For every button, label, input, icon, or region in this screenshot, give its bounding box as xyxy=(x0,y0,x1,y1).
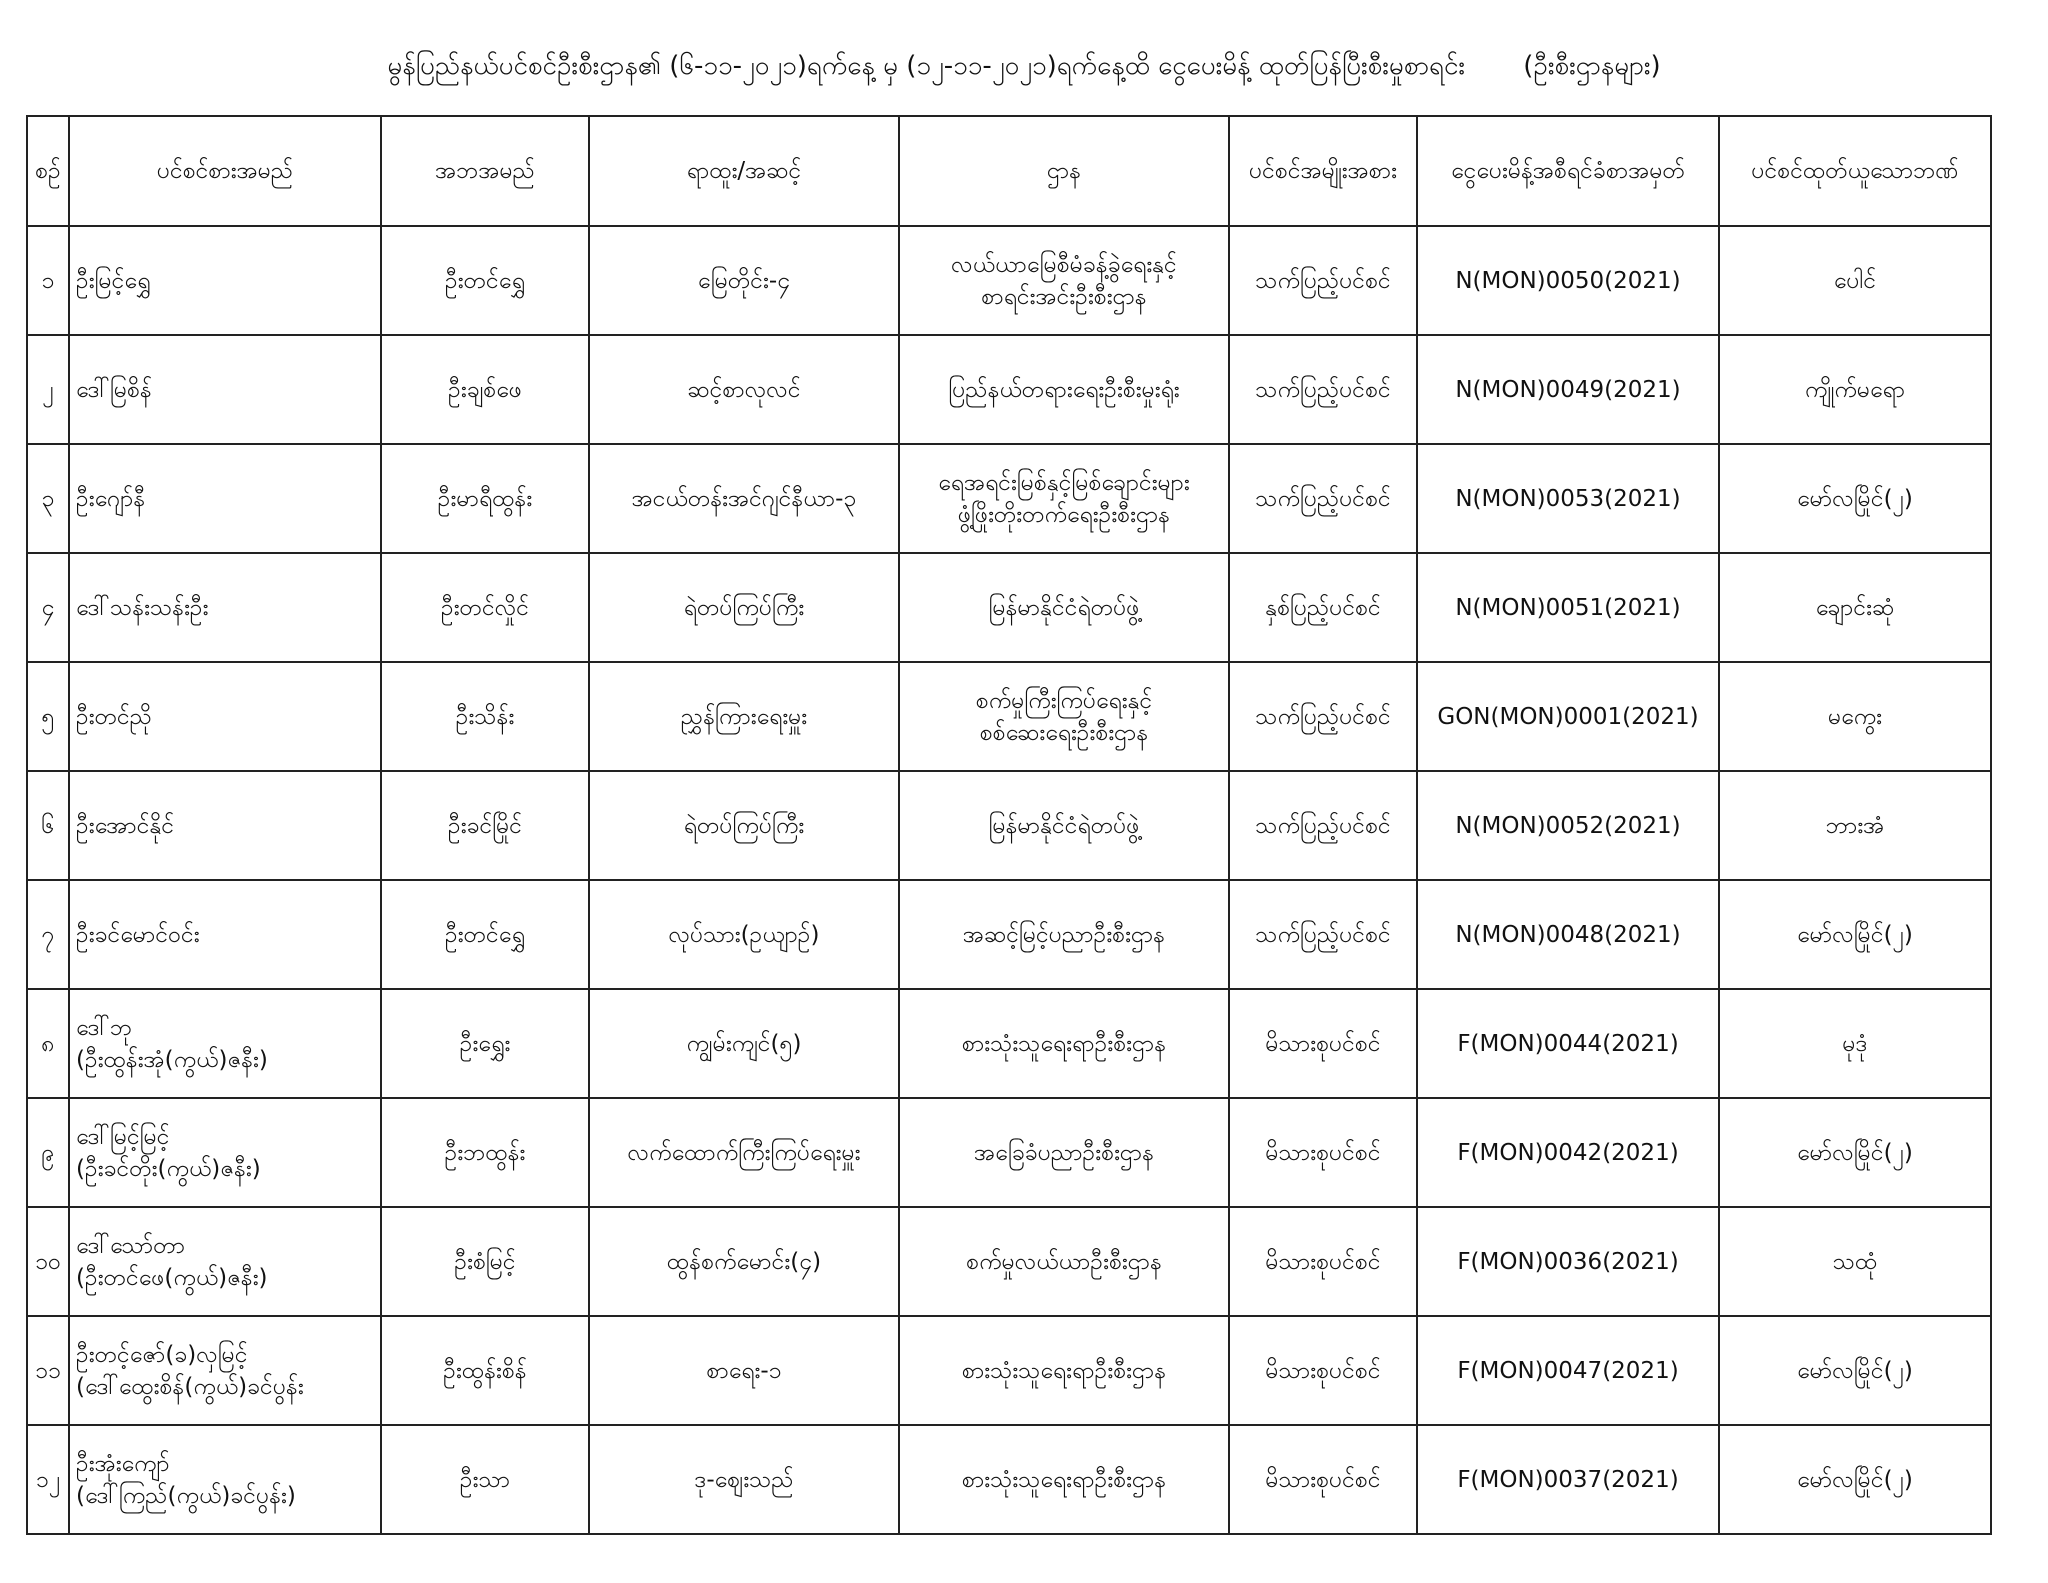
cell-bank: မုဒုံ xyxy=(1719,989,1991,1098)
table-row xyxy=(27,989,1991,1098)
cell-no: ၉ xyxy=(27,1098,69,1207)
cell-department-line: ဖွံ့ဖြိုးတိုးတက်ရေးဦးစီးဌာန xyxy=(957,501,1171,528)
cell-name-line: ဦးဂျော်နီ xyxy=(76,485,146,512)
cell-rank: အငယ်တန်းအင်ဂျင်နီယာ-၃ xyxy=(589,444,899,553)
table-row xyxy=(27,1316,1991,1425)
cell-department-line: စားသုံးသူရေးရာဦးစီးဌာန xyxy=(961,1466,1167,1493)
cell-order-no: GON(MON)0001(2021) xyxy=(1417,662,1719,771)
cell-rank: ညွှန်ကြားရေးမှူး xyxy=(589,662,899,771)
cell-department xyxy=(899,771,1229,880)
page-title xyxy=(0,46,2048,86)
cell-order-no: N(MON)0052(2021) xyxy=(1417,771,1719,880)
cell-pension-type: နှစ်ပြည့်ပင်စင် xyxy=(1229,553,1417,662)
table-row xyxy=(27,1098,1991,1207)
cell-rank: ထွန်စက်မောင်း(၄) xyxy=(589,1207,899,1316)
cell-order-no: F(MON)0044(2021) xyxy=(1417,989,1719,1098)
pension-table xyxy=(26,115,1992,1535)
cell-department-line: စားသုံးသူရေးရာဦးစီးဌာန xyxy=(961,1030,1167,1057)
cell-pension-type: သက်ပြည့်ပင်စင် xyxy=(1229,335,1417,444)
cell-name-line: ဦးတင့်ဇော်(ခ)လှမြင့် xyxy=(76,1341,248,1368)
cell-order-no: F(MON)0047(2021) xyxy=(1417,1316,1719,1425)
cell-pension-type: သက်ပြည့်ပင်စင် xyxy=(1229,771,1417,880)
header-rank: ရာထူး/အဆင့် xyxy=(589,116,899,226)
cell-rank: ရဲတပ်ကြပ်ကြီး xyxy=(589,553,899,662)
cell-name xyxy=(69,444,381,553)
cell-no: ၄ xyxy=(27,553,69,662)
header-father: အဘအမည် xyxy=(381,116,589,226)
cell-department-line: အဆင့်မြင့်ပညာဦးစီးဌာန xyxy=(962,921,1166,948)
cell-father: ဦးသိန်း xyxy=(381,662,589,771)
cell-name xyxy=(69,880,381,989)
cell-name-line: (ဦးခင်တိုး(ကွယ်)ဇနီး) xyxy=(76,1155,261,1182)
cell-pension-type: မိသားစုပင်စင် xyxy=(1229,1098,1417,1207)
cell-pension-type: မိသားစုပင်စင် xyxy=(1229,1425,1417,1534)
table-row xyxy=(27,880,1991,989)
cell-pension-type: သက်ပြည့်ပင်စင် xyxy=(1229,226,1417,335)
cell-father: ဦးမာရီထွန်း xyxy=(381,444,589,553)
cell-department xyxy=(899,1207,1229,1316)
cell-order-no: N(MON)0050(2021) xyxy=(1417,226,1719,335)
cell-pension-type: မိသားစုပင်စင် xyxy=(1229,1316,1417,1425)
cell-department xyxy=(899,1425,1229,1534)
cell-father: ဦးချစ်ဖေ xyxy=(381,335,589,444)
table-row xyxy=(27,335,1991,444)
cell-bank: မော်လမြိုင်(၂) xyxy=(1719,1316,1991,1425)
table-body xyxy=(27,226,1991,1534)
cell-pension-type: မိသားစုပင်စင် xyxy=(1229,1207,1417,1316)
table-row xyxy=(27,1207,1991,1316)
header-bank: ပင်စင်ထုတ်ယူသောဘဏ် xyxy=(1719,116,1991,226)
cell-no: ၇ xyxy=(27,880,69,989)
cell-department-line: စာရင်းအင်းဦးစီးဌာန xyxy=(981,283,1147,310)
table-row xyxy=(27,553,1991,662)
cell-name-line: ဦးမြင့်ရွှေ xyxy=(76,267,151,294)
cell-rank: လုပ်သား(ဥယျာဉ်) xyxy=(589,880,899,989)
cell-bank: သထုံ xyxy=(1719,1207,1991,1316)
cell-name xyxy=(69,553,381,662)
cell-bank: ချောင်းဆုံ xyxy=(1719,553,1991,662)
cell-department-line: စက်မှုကြီးကြပ်ရေးနှင့် xyxy=(975,687,1153,714)
cell-department xyxy=(899,444,1229,553)
header-order-no: ငွေပေးမိန့်အစီရင်ခံစာအမှတ် xyxy=(1417,116,1719,226)
cell-name-line: (ဦးထွန်းအုံ(ကွယ်)ဇနီး) xyxy=(76,1046,268,1073)
cell-name-line: ဒေါ်မြစိန် xyxy=(76,376,152,403)
cell-order-no: F(MON)0036(2021) xyxy=(1417,1207,1719,1316)
cell-department-line: စစ်ဆေးရေးဦးစီးဌာန xyxy=(979,719,1149,746)
cell-rank: စာရေး-၁ xyxy=(589,1316,899,1425)
cell-name-line: (ဒေါ်ကြည်(ကွယ်)ခင်ပွန်း) xyxy=(76,1482,296,1509)
cell-name xyxy=(69,1316,381,1425)
cell-bank: မကွေး xyxy=(1719,662,1991,771)
cell-no: ၁၀ xyxy=(27,1207,69,1316)
cell-name-line: ဦးတင်ညို xyxy=(76,703,152,730)
cell-pension-type: သက်ပြည့်ပင်စင် xyxy=(1229,444,1417,553)
cell-department xyxy=(899,989,1229,1098)
cell-rank: ဆင့်စာလုလင် xyxy=(589,335,899,444)
cell-name-line: ဦးအုံးကျော် xyxy=(76,1450,170,1477)
cell-no: ၁၁ xyxy=(27,1316,69,1425)
cell-bank: မော်လမြိုင်(၂) xyxy=(1719,1098,1991,1207)
cell-father: ဦးတင်လှိုင် xyxy=(381,553,589,662)
cell-bank: ဘားအံ xyxy=(1719,771,1991,880)
header-department: ဌာန xyxy=(899,116,1229,226)
page-title-main: မွန်ပြည်နယ်ပင်စင်ဦးစီးဌာန၏ (၆-၁၁-၂၀၂၁)ရက်နေ့ မှ (၁၂-၁၁-၂၀၂၁)ရက်နေ့ထိ ငွေပေးမိန့် ထုတ်ပြန်ပြီးစီးမှုစာရင်း xyxy=(387,51,1466,81)
cell-name xyxy=(69,989,381,1098)
cell-father: ဦးရွှေး xyxy=(381,989,589,1098)
cell-name xyxy=(69,226,381,335)
cell-bank: ပေါင် xyxy=(1719,226,1991,335)
cell-bank: မော်လမြိုင်(၂) xyxy=(1719,444,1991,553)
cell-no: ၂ xyxy=(27,335,69,444)
page-title-suffix: (ဦးစီးဌာနများ) xyxy=(1523,51,1661,81)
cell-name xyxy=(69,1098,381,1207)
cell-order-no: N(MON)0053(2021) xyxy=(1417,444,1719,553)
cell-bank: မော်လမြိုင်(၂) xyxy=(1719,1425,1991,1534)
cell-name-line: ဒေါ်ဘု xyxy=(76,1014,133,1041)
cell-order-no: N(MON)0049(2021) xyxy=(1417,335,1719,444)
cell-name xyxy=(69,771,381,880)
cell-department xyxy=(899,662,1229,771)
cell-order-no: F(MON)0042(2021) xyxy=(1417,1098,1719,1207)
cell-department xyxy=(899,1316,1229,1425)
cell-bank: ကျိုက်မရော xyxy=(1719,335,1991,444)
cell-no: ၃ xyxy=(27,444,69,553)
cell-bank: မော်လမြိုင်(၂) xyxy=(1719,880,1991,989)
cell-rank: မြေတိုင်း-၄ xyxy=(589,226,899,335)
cell-rank: ရဲတပ်ကြပ်ကြီး xyxy=(589,771,899,880)
cell-father: ဦးထွန်းစိန် xyxy=(381,1316,589,1425)
cell-department xyxy=(899,335,1229,444)
cell-department-line: ရေအရင်းမြစ်နှင့်မြစ်ချောင်းများ xyxy=(938,469,1190,496)
table-header-row xyxy=(27,116,1991,226)
cell-father: ဦးခင်မြိုင် xyxy=(381,771,589,880)
cell-name-line: ဦးခင်မောင်ဝင်း xyxy=(76,921,200,948)
cell-no: ၅ xyxy=(27,662,69,771)
cell-pension-type: မိသားစုပင်စင် xyxy=(1229,989,1417,1098)
cell-department-line: စားသုံးသူရေးရာဦးစီးဌာန xyxy=(961,1357,1167,1384)
table-row xyxy=(27,1425,1991,1534)
cell-order-no: N(MON)0051(2021) xyxy=(1417,553,1719,662)
cell-pension-type: သက်ပြည့်ပင်စင် xyxy=(1229,880,1417,989)
cell-department-line: မြန်မာနိုင်ငံရဲတပ်ဖွဲ့ xyxy=(988,812,1140,839)
cell-department-line: အခြေခံပညာဦးစီးဌာန xyxy=(973,1139,1155,1166)
cell-name-line: (ဦးတင်ဖေ(ကွယ်)ဇနီး) xyxy=(76,1264,268,1291)
cell-order-no: N(MON)0048(2021) xyxy=(1417,880,1719,989)
cell-father: ဦးတင်ရွှေ xyxy=(381,226,589,335)
cell-no: ၆ xyxy=(27,771,69,880)
cell-rank: ဒု-ဈေးသည် xyxy=(589,1425,899,1534)
cell-father: ဦးဘထွန်း xyxy=(381,1098,589,1207)
cell-rank: လက်ထောက်ကြီးကြပ်ရေးမှူး xyxy=(589,1098,899,1207)
cell-pension-type: သက်ပြည့်ပင်စင် xyxy=(1229,662,1417,771)
cell-name-line: ဒေါ်မြင့်မြင့် xyxy=(76,1123,170,1150)
cell-department-line: မြန်မာနိုင်ငံရဲတပ်ဖွဲ့ xyxy=(988,594,1140,621)
cell-department-line: စက်မှုလယ်ယာဦးစီးဌာန xyxy=(966,1248,1162,1275)
cell-name-line: ဒေါ်သန်းသန်းဦး xyxy=(76,594,209,621)
cell-name xyxy=(69,662,381,771)
cell-department xyxy=(899,1098,1229,1207)
cell-department-line: ပြည်နယ်တရားရေးဦးစီးမှုးရုံး xyxy=(948,376,1180,403)
cell-father: ဦးစံမြင့် xyxy=(381,1207,589,1316)
cell-name xyxy=(69,335,381,444)
cell-rank: ကျွမ်းကျင်(၅) xyxy=(589,989,899,1098)
table-row xyxy=(27,226,1991,335)
cell-name-line: (ဒေါ်ထွေးစိန်(ကွယ်)ခင်ပွန်း xyxy=(76,1373,304,1400)
header-name: ပင်စင်စားအမည် xyxy=(69,116,381,226)
cell-name xyxy=(69,1425,381,1534)
cell-department-line: လယ်ယာမြေစီမံခန့်ခွဲရေးနှင့် xyxy=(951,251,1177,278)
cell-father: ဦးတင်ရွှေ xyxy=(381,880,589,989)
header-no: စဉ် xyxy=(27,116,69,226)
cell-father: ဦးသာ xyxy=(381,1425,589,1534)
table-row xyxy=(27,771,1991,880)
cell-name-line: ဒေါ်သော်တာ xyxy=(76,1232,186,1259)
cell-department xyxy=(899,880,1229,989)
cell-name-line: ဦးအောင်နိုင် xyxy=(76,812,175,839)
cell-name xyxy=(69,1207,381,1316)
table-row xyxy=(27,444,1991,553)
header-pension-type: ပင်စင်အမျိုးအစား xyxy=(1229,116,1417,226)
table-row xyxy=(27,662,1991,771)
cell-order-no: F(MON)0037(2021) xyxy=(1417,1425,1719,1534)
cell-department xyxy=(899,553,1229,662)
cell-no: ၁၂ xyxy=(27,1425,69,1534)
cell-no: ၈ xyxy=(27,989,69,1098)
cell-no: ၁ xyxy=(27,226,69,335)
cell-department xyxy=(899,226,1229,335)
